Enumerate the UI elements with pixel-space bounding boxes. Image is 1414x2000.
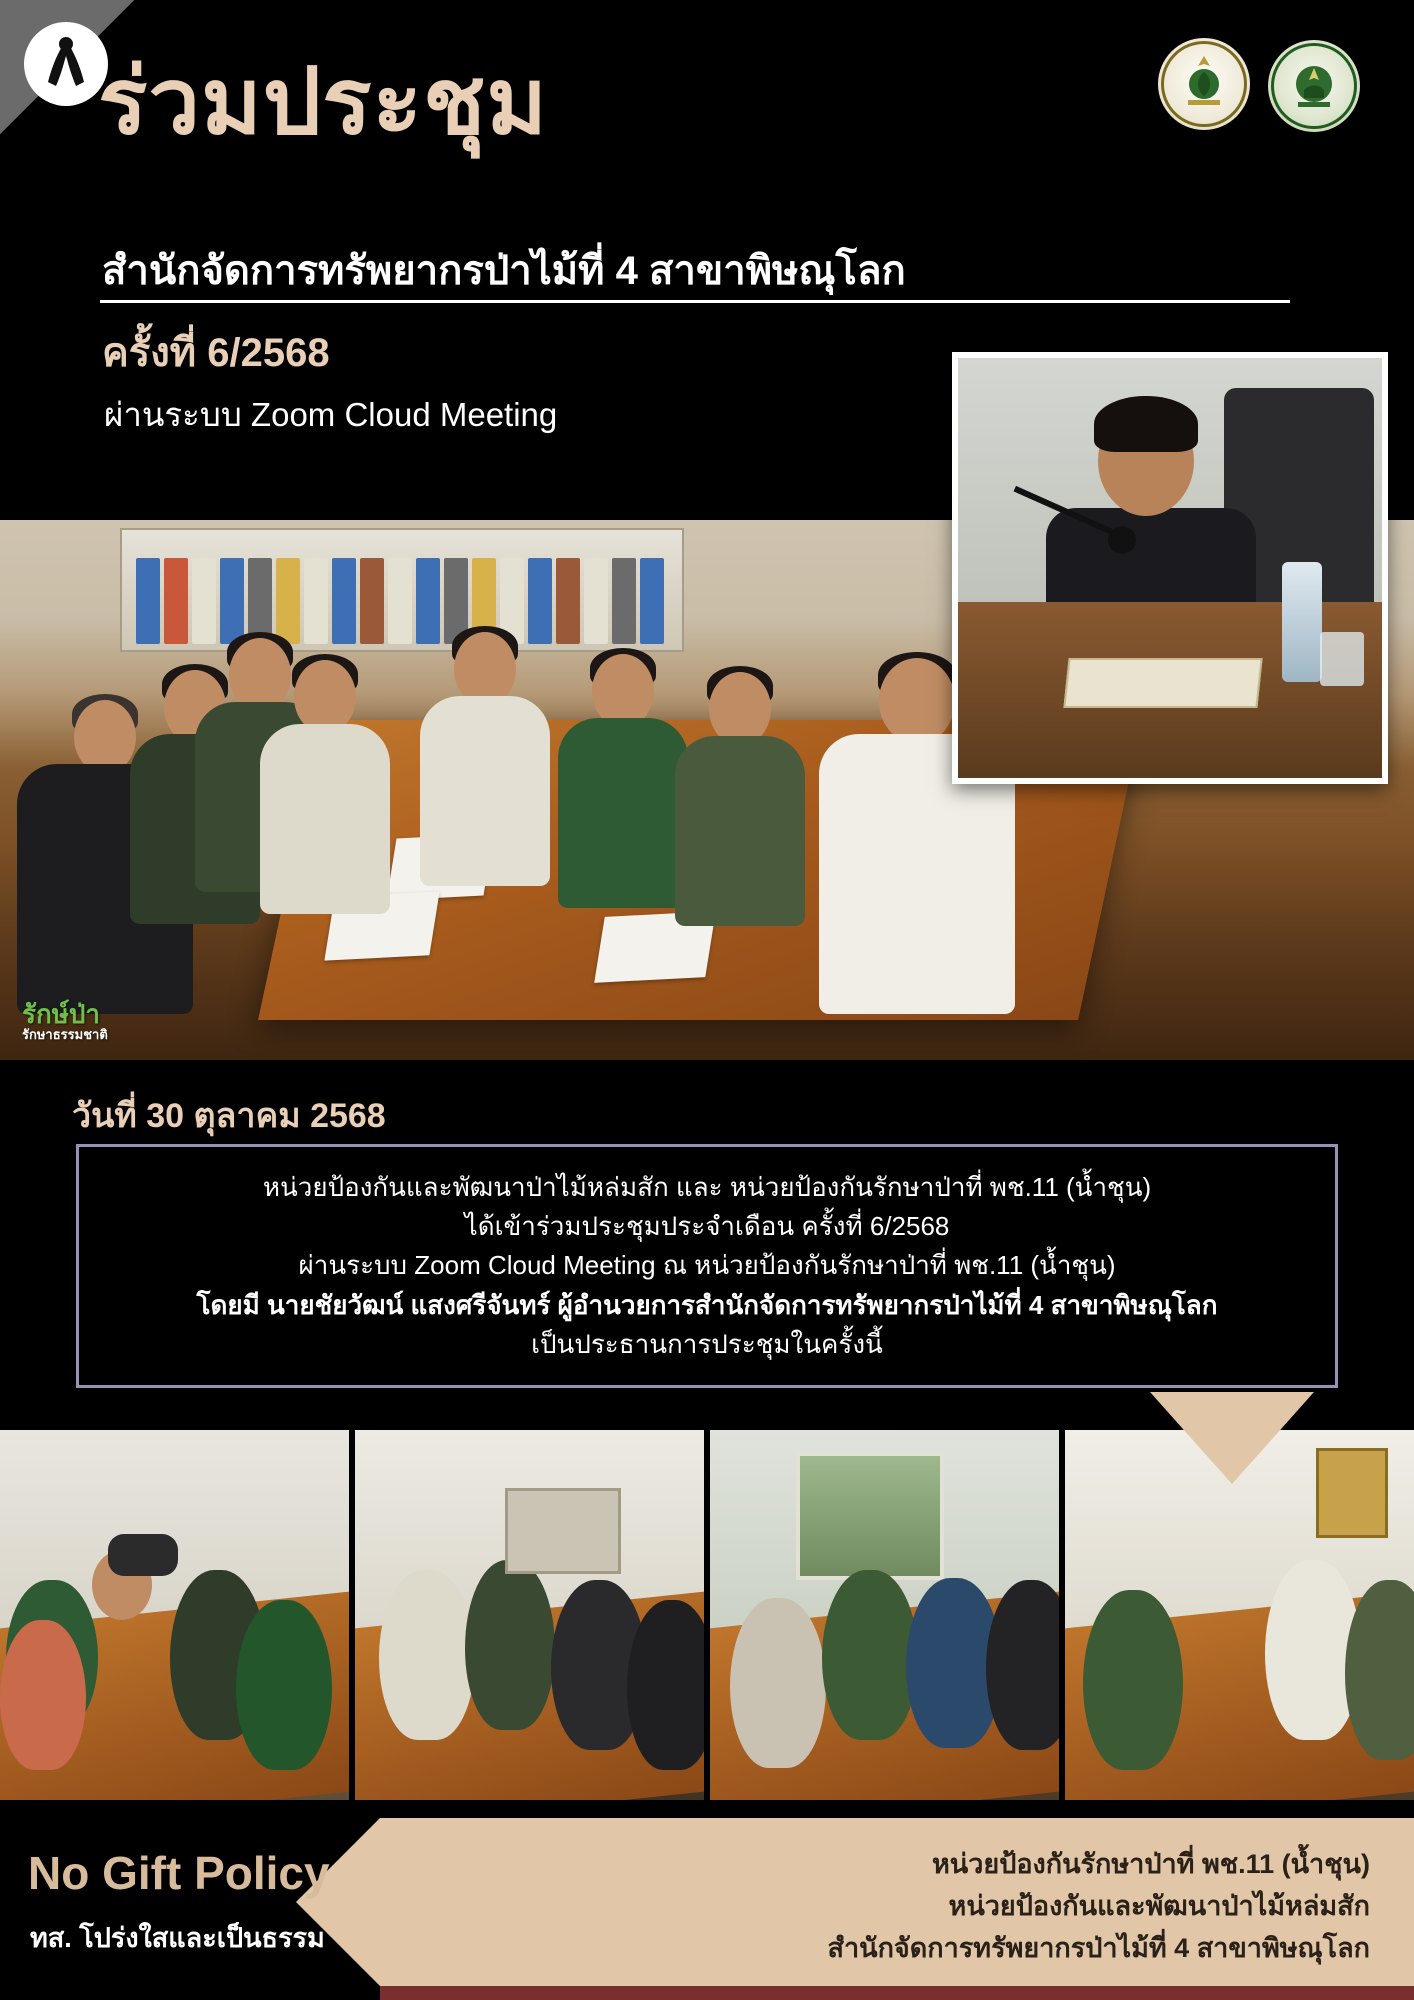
description-line-2: ได้เข้าร่วมประชุมประจำเดือน ครั้งที่ 6/2568 — [464, 1211, 950, 1242]
footer-accent-strip — [380, 1986, 1414, 2000]
page-title: ร่วมประชุม — [98, 51, 549, 153]
office-shelf — [120, 528, 684, 652]
description-line-5: เป็นประธานการประชุมในครั้งนี้ — [531, 1328, 883, 1359]
org-line-1: หน่วยป้องกันรักษาป่าที่ พช.11 (น้ำชุน) — [931, 1849, 1370, 1879]
gallery-photo-2 — [355, 1430, 704, 1800]
watermark-line-1: รักษ์ป่า — [22, 999, 100, 1030]
description-line-1: หน่วยป้องกันและพัฒนาป่าไม้หล่มสัก และ หน่วยป้องกันรักษาป่าที่ พช.11 (น้ำชุน) — [262, 1171, 1152, 1202]
org-line-2: หน่วยป้องกันและพัฒนาป่าไม้หล่มสัก — [948, 1890, 1370, 1921]
footer-banner — [380, 1818, 1414, 1986]
watermark-line-2: รักษาธรรมชาติ — [22, 1027, 108, 1043]
title-divider — [100, 300, 1290, 303]
royal-forest-department-emblem-icon — [1158, 38, 1250, 130]
poster-footer — [0, 1800, 1414, 2000]
description-section — [0, 1060, 1414, 1430]
event-date: วันที่ 30 ตุลาคม 2568 — [72, 1097, 386, 1135]
ministry-natural-resources-emblem-icon — [1268, 40, 1360, 132]
org-line-3: สำนักจัดการทรัพยากรป่าไม้ที่ 4 สาขาพิษณุโลก — [827, 1932, 1370, 1963]
name-plate — [1063, 658, 1262, 708]
microphone-icon — [1108, 526, 1136, 554]
chairman-inset-photo — [952, 352, 1388, 784]
water-bottle — [1282, 562, 1322, 682]
description-line-4: โดยมี นายชัยวัฒน์ แสงศรีจันทร์ ผู้อำนวยการสำนักจัดการทรัพยากรป่าไม้ที่ 4 สาขาพิษณุโลก — [196, 1289, 1218, 1320]
description-line-3: ผ่านระบบ Zoom Cloud Meeting ณ หน่วยป้องกันรักษาป่าที่ พช.11 (น้ำชุน) — [298, 1250, 1116, 1281]
gallery-photo-3 — [710, 1430, 1059, 1800]
no-gift-policy-subtitle: ทส. โปร่งใสและเป็นธรรม — [30, 1923, 325, 1953]
meeting-round-label: ครั้งที่ 6/2568 — [102, 331, 330, 375]
office-subtitle: สำนักจัดการทรัพยากรป่าไม้ที่ 4 สาขาพิษณุโลก — [102, 249, 906, 293]
no-gift-policy-title: No Gift Policy — [28, 1847, 330, 1899]
meeting-platform-label: ผ่านระบบ Zoom Cloud Meeting — [104, 396, 558, 433]
photo-gallery — [0, 1430, 1414, 1800]
chairman-hair — [1094, 396, 1198, 452]
description-box — [76, 1144, 1338, 1388]
drinking-glass — [1320, 632, 1364, 686]
down-arrow-decoration — [1150, 1392, 1314, 1484]
gallery-photo-4 — [1065, 1430, 1414, 1800]
save-forest-watermark — [22, 1001, 108, 1042]
mourning-ribbon-icon — [24, 22, 108, 106]
organisation-names — [827, 1844, 1370, 1970]
gallery-photo-1 — [0, 1430, 349, 1800]
